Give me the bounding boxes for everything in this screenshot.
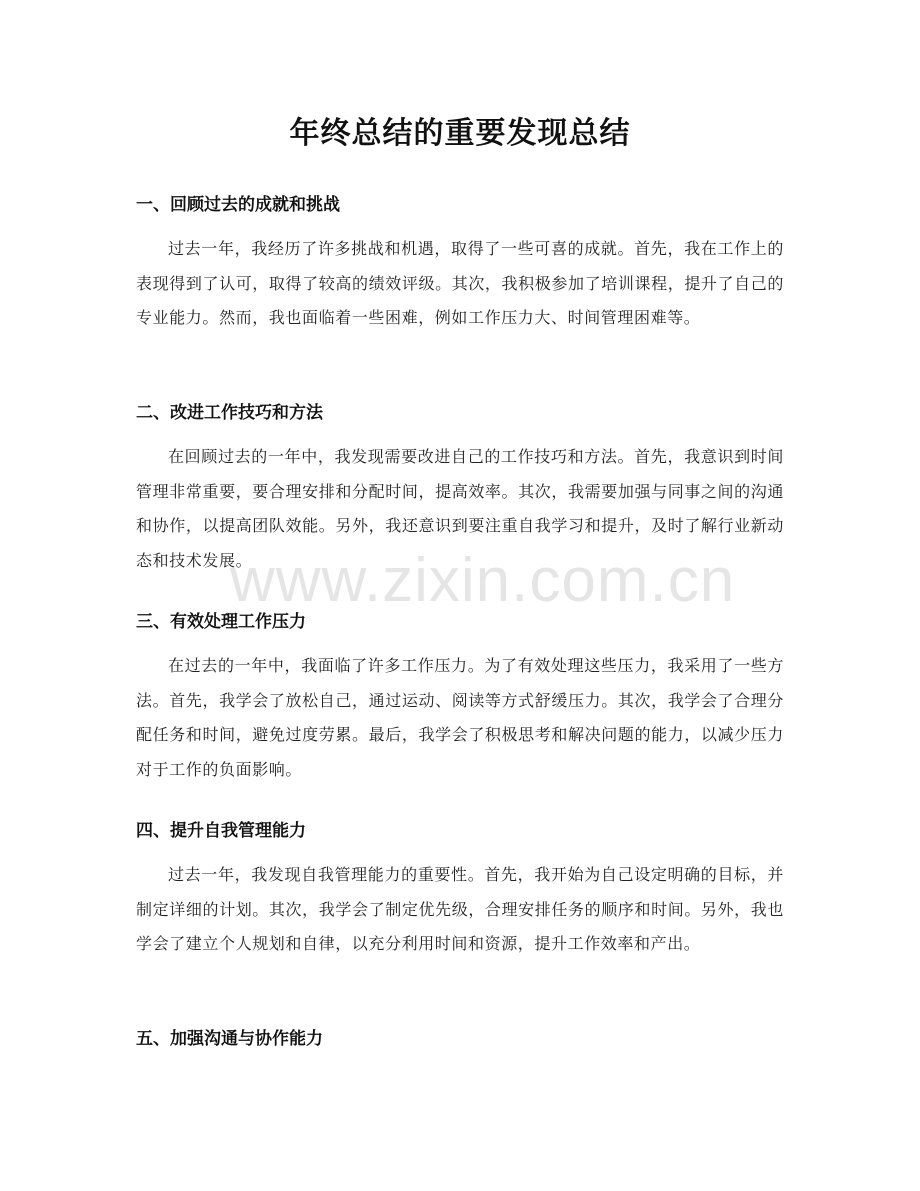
section-5-heading: 五、加强沟通与协作能力 [136, 1029, 323, 1049]
section-1-heading: 一、回顾过去的成就和挑战 [136, 195, 340, 215]
section-3-body: 在过去的一年中，我面临了许多工作压力。为了有效处理这些压力，我采用了一些方法。首先，我学会了放松自己，通过运动、阅读等方式舒缓压力。其次，我学会了合理分配任务和时间，避免过度劳累。最后，我学会了积极思考和解决问题的能力，以减少压力对于工作的负面影响。 [136, 656, 784, 779]
section-2-heading: 二、改进工作技巧和方法 [136, 403, 323, 423]
section-4-body: 过去一年，我发现自我管理能力的重要性。首先，我开始为自己设定明确的目标，并制定详细的计划。其次，我学会了制定优先级，合理安排任务的顺序和时间。另外，我也学会了建立个人规划和自律，以充分利用时间和资源，提升工作效率和产出。 [136, 865, 784, 953]
section-3-heading: 三、有效处理工作压力 [136, 612, 306, 632]
watermark-text: www.zixin.com.cn [230, 546, 736, 615]
section-1-body: 过去一年，我经历了许多挑战和机遇，取得了一些可喜的成就。首先，我在工作上的表现得到了认可，取得了较高的绩效评级。其次，我积极参加了培训课程，提升了自己的专业能力。然而，我也面临着一些困难，例如工作压力大、时间管理困难等。 [136, 239, 784, 327]
section-2-body: 在回顾过去的一年中，我发现需要改进自己的工作技巧和方法。首先，我意识到时间管理非常重要，要合理安排和分配时间，提高效率。其次，我需要加强与同事之间的沟通和协作，以提高团队效能。另外，我还意识到要注重自我学习和提升，及时了解行业新动态和技术发展。 [136, 447, 784, 570]
section-4-heading: 四、提升自我管理能力 [136, 821, 306, 841]
document-title: 年终总结的重要发现总结 [289, 116, 631, 151]
